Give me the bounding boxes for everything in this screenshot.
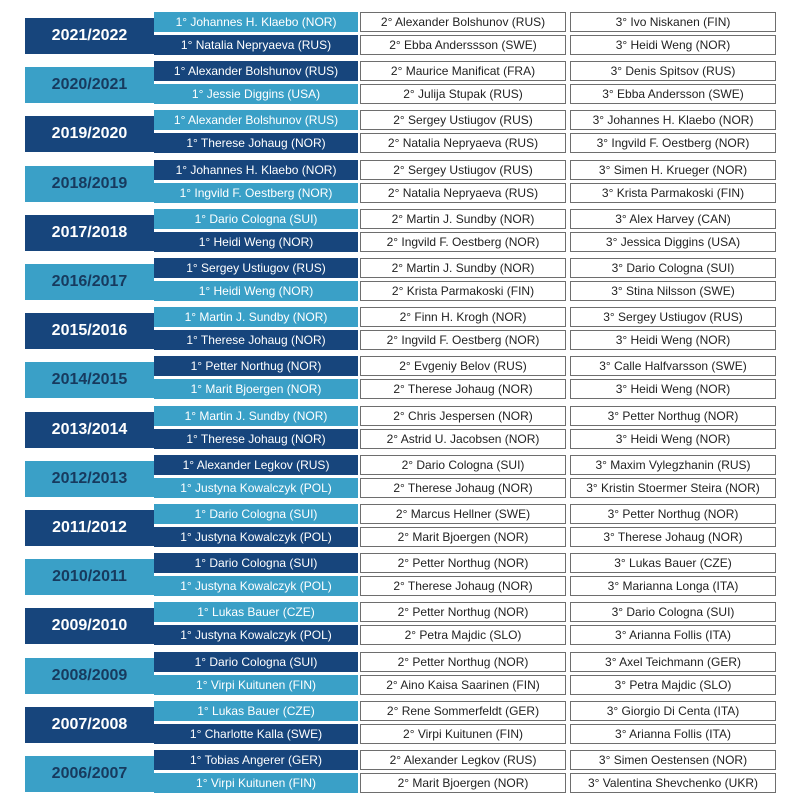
- first-place-cell: 1° Johannes H. Klaebo (NOR): [154, 160, 358, 180]
- first-place-cell: 1° Sergey Ustiugov (RUS): [154, 258, 358, 278]
- first-place-cell: 1° Alexander Bolshunov (RUS): [154, 110, 358, 130]
- first-place-cell: 1° Alexander Legkov (RUS): [154, 455, 358, 475]
- second-place-cell: 2° Therese Johaug (NOR): [360, 576, 566, 596]
- third-place-cell: 3° Krista Parmakoski (FIN): [570, 183, 776, 203]
- second-place-cell: 2° Astrid U. Jacobsen (NOR): [360, 429, 566, 449]
- first-place-cell: 1° Marit Bjoergen (NOR): [154, 379, 358, 399]
- first-place-cell: 1° Virpi Kuitunen (FIN): [154, 773, 358, 793]
- second-place-cell: 2° Alexander Legkov (RUS): [360, 750, 566, 770]
- first-place-cell: 1° Virpi Kuitunen (FIN): [154, 675, 358, 695]
- first-place-cell: 1° Natalia Nepryaeva (RUS): [154, 35, 358, 55]
- first-place-cell: 1° Lukas Bauer (CZE): [154, 602, 358, 622]
- first-place-cell: 1° Dario Cologna (SUI): [154, 504, 358, 524]
- first-place-cell: 1° Therese Johaug (NOR): [154, 330, 358, 350]
- third-place-cell: 3° Jessica Diggins (USA): [570, 232, 776, 252]
- first-place-cell: 1° Heidi Weng (NOR): [154, 281, 358, 301]
- first-place-cell: 1° Justyna Kowalczyk (POL): [154, 576, 358, 596]
- third-place-cell: 3° Ingvild F. Oestberg (NOR): [570, 133, 776, 153]
- third-place-cell: 3° Arianna Follis (ITA): [570, 625, 776, 645]
- second-place-cell: 2° Julija Stupak (RUS): [360, 84, 566, 104]
- third-place-cell: 3° Kristin Stoermer Steira (NOR): [570, 478, 776, 498]
- second-place-cell: 2° Sergey Ustiugov (RUS): [360, 160, 566, 180]
- second-place-cell: 2° Marcus Hellner (SWE): [360, 504, 566, 524]
- first-place-cell: 1° Jessie Diggins (USA): [154, 84, 358, 104]
- third-place-cell: 3° Heidi Weng (NOR): [570, 330, 776, 350]
- first-place-cell: 1° Heidi Weng (NOR): [154, 232, 358, 252]
- third-place-cell: 3° Ebba Andersson (SWE): [570, 84, 776, 104]
- second-place-cell: 2° Petter Northug (NOR): [360, 652, 566, 672]
- first-place-cell: 1° Tobias Angerer (GER): [154, 750, 358, 770]
- first-place-cell: 1° Dario Cologna (SUI): [154, 209, 358, 229]
- second-place-cell: 2° Rene Sommerfeldt (GER): [360, 701, 566, 721]
- third-place-cell: 3° Ivo Niskanen (FIN): [570, 12, 776, 32]
- third-place-cell: 3° Therese Johaug (NOR): [570, 527, 776, 547]
- second-place-cell: 2° Petter Northug (NOR): [360, 553, 566, 573]
- third-place-cell: 3° Maxim Vylegzhanin (RUS): [570, 455, 776, 475]
- season-label: 2017/2018: [25, 215, 154, 251]
- second-place-cell: 2° Martin J. Sundby (NOR): [360, 209, 566, 229]
- first-place-cell: 1° Therese Johaug (NOR): [154, 133, 358, 153]
- season-label: 2019/2020: [25, 116, 154, 152]
- second-place-cell: 2° Alexander Bolshunov (RUS): [360, 12, 566, 32]
- second-place-cell: 2° Sergey Ustiugov (RUS): [360, 110, 566, 130]
- first-place-cell: 1° Justyna Kowalczyk (POL): [154, 527, 358, 547]
- third-place-cell: 3° Heidi Weng (NOR): [570, 429, 776, 449]
- first-place-cell: 1° Martin J. Sundby (NOR): [154, 406, 358, 426]
- season-label: 2013/2014: [25, 412, 154, 448]
- second-place-cell: 2° Dario Cologna (SUI): [360, 455, 566, 475]
- season-label: 2014/2015: [25, 362, 154, 398]
- season-label: 2010/2011: [25, 559, 154, 595]
- first-place-cell: 1° Lukas Bauer (CZE): [154, 701, 358, 721]
- third-place-cell: 3° Heidi Weng (NOR): [570, 379, 776, 399]
- first-place-cell: 1° Martin J. Sundby (NOR): [154, 307, 358, 327]
- third-place-cell: 3° Dario Cologna (SUI): [570, 602, 776, 622]
- second-place-cell: 2° Petter Northug (NOR): [360, 602, 566, 622]
- first-place-cell: 1° Ingvild F. Oestberg (NOR): [154, 183, 358, 203]
- second-place-cell: 2° Natalia Nepryaeva (RUS): [360, 133, 566, 153]
- third-place-cell: 3° Marianna Longa (ITA): [570, 576, 776, 596]
- third-place-cell: 3° Denis Spitsov (RUS): [570, 61, 776, 81]
- second-place-cell: 2° Ingvild F. Oestberg (NOR): [360, 330, 566, 350]
- season-label: 2012/2013: [25, 461, 154, 497]
- third-place-cell: 3° Valentina Shevchenko (UKR): [570, 773, 776, 793]
- third-place-cell: 3° Heidi Weng (NOR): [570, 35, 776, 55]
- second-place-cell: 2° Chris Jespersen (NOR): [360, 406, 566, 426]
- second-place-cell: 2° Ingvild F. Oestberg (NOR): [360, 232, 566, 252]
- third-place-cell: 3° Simen Oestensen (NOR): [570, 750, 776, 770]
- first-place-cell: 1° Charlotte Kalla (SWE): [154, 724, 358, 744]
- second-place-cell: 2° Marit Bjoergen (NOR): [360, 773, 566, 793]
- first-place-cell: 1° Dario Cologna (SUI): [154, 652, 358, 672]
- season-label: 2006/2007: [25, 756, 154, 792]
- third-place-cell: 3° Johannes H. Klaebo (NOR): [570, 110, 776, 130]
- third-place-cell: 3° Arianna Follis (ITA): [570, 724, 776, 744]
- season-label: 2008/2009: [25, 658, 154, 694]
- first-place-cell: 1° Petter Northug (NOR): [154, 356, 358, 376]
- third-place-cell: 3° Stina Nilsson (SWE): [570, 281, 776, 301]
- first-place-cell: 1° Therese Johaug (NOR): [154, 429, 358, 449]
- second-place-cell: 2° Aino Kaisa Saarinen (FIN): [360, 675, 566, 695]
- second-place-cell: 2° Maurice Manificat (FRA): [360, 61, 566, 81]
- second-place-cell: 2° Petra Majdic (SLO): [360, 625, 566, 645]
- third-place-cell: 3° Calle Halfvarsson (SWE): [570, 356, 776, 376]
- season-label: 2015/2016: [25, 313, 154, 349]
- third-place-cell: 3° Giorgio Di Centa (ITA): [570, 701, 776, 721]
- third-place-cell: 3° Alex Harvey (CAN): [570, 209, 776, 229]
- third-place-cell: 3° Axel Teichmann (GER): [570, 652, 776, 672]
- first-place-cell: 1° Justyna Kowalczyk (POL): [154, 478, 358, 498]
- second-place-cell: 2° Krista Parmakoski (FIN): [360, 281, 566, 301]
- season-label: 2009/2010: [25, 608, 154, 644]
- first-place-cell: 1° Justyna Kowalczyk (POL): [154, 625, 358, 645]
- third-place-cell: 3° Petter Northug (NOR): [570, 406, 776, 426]
- third-place-cell: 3° Lukas Bauer (CZE): [570, 553, 776, 573]
- second-place-cell: 2° Natalia Nepryaeva (RUS): [360, 183, 566, 203]
- season-label: 2016/2017: [25, 264, 154, 300]
- first-place-cell: 1° Alexander Bolshunov (RUS): [154, 61, 358, 81]
- third-place-cell: 3° Petra Majdic (SLO): [570, 675, 776, 695]
- second-place-cell: 2° Martin J. Sundby (NOR): [360, 258, 566, 278]
- season-label: 2021/2022: [25, 18, 154, 54]
- second-place-cell: 2° Virpi Kuitunen (FIN): [360, 724, 566, 744]
- third-place-cell: 3° Dario Cologna (SUI): [570, 258, 776, 278]
- first-place-cell: 1° Johannes H. Klaebo (NOR): [154, 12, 358, 32]
- season-label: 2007/2008: [25, 707, 154, 743]
- season-label: 2011/2012: [25, 510, 154, 546]
- second-place-cell: 2° Evgeniy Belov (RUS): [360, 356, 566, 376]
- season-label: 2020/2021: [25, 67, 154, 103]
- second-place-cell: 2° Therese Johaug (NOR): [360, 478, 566, 498]
- third-place-cell: 3° Petter Northug (NOR): [570, 504, 776, 524]
- third-place-cell: 3° Sergey Ustiugov (RUS): [570, 307, 776, 327]
- third-place-cell: 3° Simen H. Krueger (NOR): [570, 160, 776, 180]
- second-place-cell: 2° Finn H. Krogh (NOR): [360, 307, 566, 327]
- first-place-cell: 1° Dario Cologna (SUI): [154, 553, 358, 573]
- second-place-cell: 2° Therese Johaug (NOR): [360, 379, 566, 399]
- season-label: 2018/2019: [25, 166, 154, 202]
- second-place-cell: 2° Ebba Anderssson (SWE): [360, 35, 566, 55]
- second-place-cell: 2° Marit Bjoergen (NOR): [360, 527, 566, 547]
